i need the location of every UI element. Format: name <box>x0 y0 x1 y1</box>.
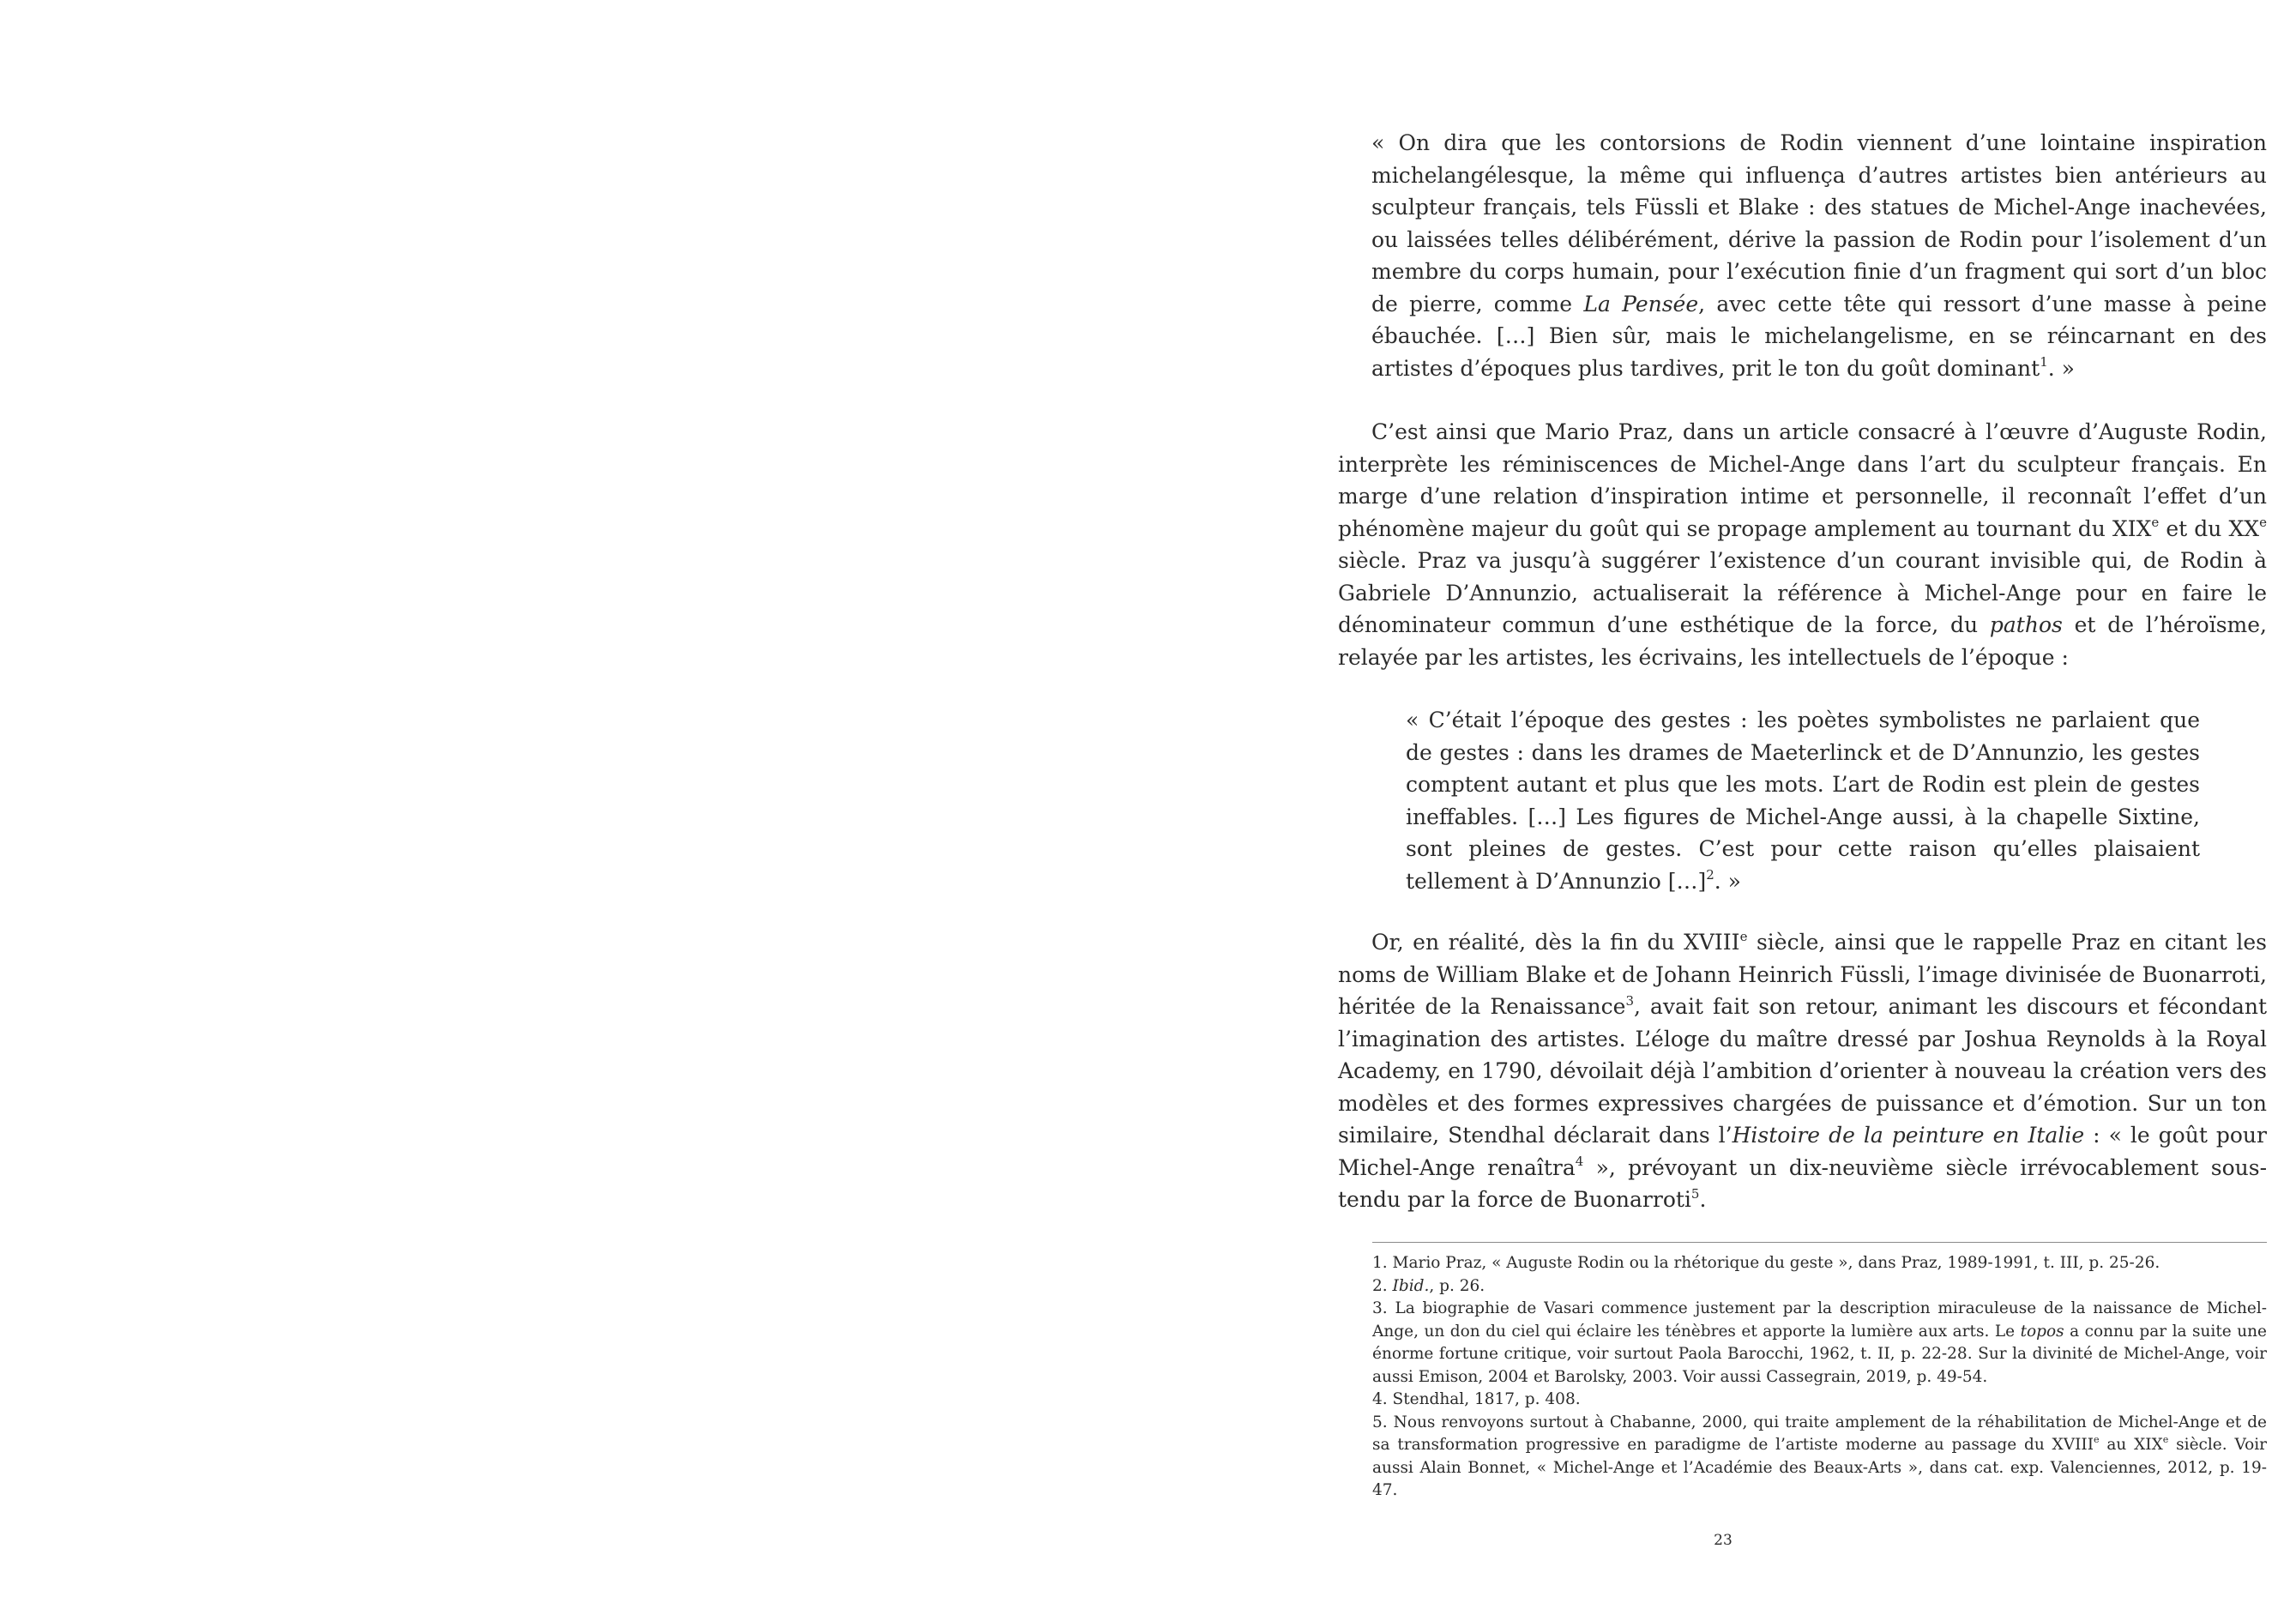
footnote-text: a connu par la suite une énorme fortune critique, voir surtout Paola Barocchi, 1962, t. II, p. 22-28. Sur la divinité de Michel-Ange, voir aussi Emison, 2004 et Barolsky, 2003. Voir aussi Cassegrain, 2019, p. 49-54. <box>1372 1322 2267 1386</box>
italic-term: pathos <box>1989 612 2063 637</box>
footnote-text: 1. Mario Praz, « Auguste Rodin ou la rhétorique du geste », dans Praz, 1989-1991, t. III, p. 25-26. <box>1372 1254 2160 1272</box>
body-text: et de l’héroïsme, relayée par les artistes, les écrivains, les intellectuels de l’époque : <box>1338 612 2267 670</box>
body-paragraph <box>1338 416 2267 673</box>
quote-text: . » <box>2047 355 2075 381</box>
footnote-text: siècle. Voir aussi Alain Bonnet, « Michel-Ange et l’Académie des Beaux-Arts », dans cat. exp. Valenciennes, 2012, p. 19-47. <box>1372 1436 2267 1499</box>
footnote-divider <box>1372 1242 2267 1243</box>
body-text: et du XX <box>2159 515 2260 541</box>
footnote-ref: 3 <box>1625 992 1634 1009</box>
footnote-ref: 2 <box>1706 867 1714 883</box>
footnote-italic: topos <box>2020 1322 2064 1341</box>
block-quote-praz-rodin <box>1371 127 2267 384</box>
footnote-3 <box>1372 1298 2267 1389</box>
ordinal-superscript: e <box>1739 928 1748 944</box>
body-text: », prévoyant un dix-neuvième siècle irrévocablement sous-tendu par la force de Buonarroti <box>1338 1154 2268 1212</box>
body-text: . <box>1699 1187 1707 1212</box>
quote-text: « On dira que les contorsions de Rodin viennent d’une lointaine inspiration michelangélesque, la même qui influença d’autres artistes bien antérieurs au sculpteur français, tels Füssli et Blake : des statues de Michel-Ange inachevées, ou laissées telles délibérément, dérive la passion de Rodin pour l’isolement d’un membre du corps humain, pour l’exécution finie d’un fragment qui sort d’un bloc de pierre, comme <box>1371 130 2267 316</box>
body-text: C’est ainsi que Mario Praz, dans un article consacré à l’œuvre d’Auguste Rodin, interprète les réminiscences de Michel-Ange dans l’art du sculpteur français. En marge d’une relation d’inspiration intime et personnelle, il reconnaît l’effet d’un phénomène majeur du goût qui se propage amplement au tournant du XIX <box>1338 419 2267 541</box>
page-number: 23 <box>1714 1532 1733 1549</box>
footnote-4 <box>1372 1389 2267 1412</box>
block-quote-gestures <box>1406 704 2200 897</box>
footnote-ref: 5 <box>1690 1185 1700 1202</box>
body-text: siècle, ainsi que le rappelle Praz en citant les noms de William Blake et de Johann Heinrich Füssli, l’image divinisée de Buonarroti, héritée de la Renaissance <box>1338 930 2267 1019</box>
ordinal-superscript: e <box>2094 1434 2100 1446</box>
ordinal-superscript: e <box>2151 515 2160 531</box>
body-text: siècle. Praz va jusqu’à suggérer l’existence d’un courant invisible qui, de Rodin à Gabriele D’Annunzio, actualiserait la référence à Michel-Ange pour en faire le dénominateur commun d’une esthétique de la force, du <box>1338 548 2267 637</box>
body-text: Or, en réalité, dès la fin du XVIII <box>1371 930 1740 955</box>
quote-text: . » <box>1714 868 1741 894</box>
right-page <box>1148 0 2296 1621</box>
footnote-ref: 1 <box>2040 354 2048 371</box>
body-paragraph <box>1338 926 2267 1216</box>
italic-book-title: Histoire de la peinture en Italie <box>1732 1123 2085 1148</box>
footnote-italic: Ibid. <box>1392 1276 1430 1295</box>
ordinal-superscript: e <box>2162 1434 2169 1446</box>
footnote-text: 2. <box>1372 1276 1393 1295</box>
quote-italic-title: La Pensée <box>1583 291 1699 316</box>
footnotes <box>1372 1252 2267 1503</box>
footnote-text: au XIX <box>2099 1436 2163 1454</box>
footnote-1 <box>1372 1252 2267 1275</box>
body-text: , avait fait son retour, animant les discours et fécondant l’imagination des artistes. L’éloge du maître dressé par Joshua Reynolds à la Royal Academy, en 1790, dévoilait déjà l’ambition d’orienter à nouveau la création vers des modèles et des formes expressives chargées de puissance et d’émotion. Sur un ton similaire, Stendhal déclarait dans l’ <box>1338 994 2267 1148</box>
quote-text: , avec cette tête qui ressort d’une masse à peine ébauchée. […] Bien sûr, mais le michelangelisme, en se réincarnant en des artistes d’époques plus tardives, prit le ton du goût dominant <box>1371 291 2267 381</box>
quote-text: « C’était l’époque des gestes : les poètes symbolistes ne parlaient que de gestes : dans les drames de Maeterlinck et de D’Annunzio, les gestes comptent autant et plus que les mots. L’art de Rodin est plein de gestes ineffables. […] Les figures de Michel-Ange aussi, à la chapelle Sixtine, sont pleines de gestes. C’est pour cette raison qu’elles plaisaient tellement à D’Annunzio […] <box>1406 708 2200 894</box>
footnote-text: 4. Stendhal, 1817, p. 408. <box>1372 1390 1581 1408</box>
footnote-text: 5. Nous renvoyons surtout à Chabanne, 2000, qui traite amplement de la réhabilitation de Michel-Ange et de sa transformation progressive en paradigme de l’artiste moderne au passage du XVIII <box>1372 1413 2267 1454</box>
footnote-ref: 4 <box>1575 1154 1584 1170</box>
ordinal-superscript: e <box>2259 515 2267 531</box>
footnote-text: 3. La biographie de Vasari commence justement par la description miraculeuse de la naissance de Michel-Ange, un don du ciel qui éclaire les ténèbres et apporte la lumière aux arts. Le <box>1372 1299 2267 1341</box>
footnote-text: , p. 26. <box>1429 1276 1485 1295</box>
footnote-2 <box>1372 1275 2267 1299</box>
footnote-5 <box>1372 1412 2267 1503</box>
main-text-column <box>1338 127 2267 1216</box>
body-text: : « le goût pour Michel-Ange renaîtra <box>1338 1123 2267 1180</box>
